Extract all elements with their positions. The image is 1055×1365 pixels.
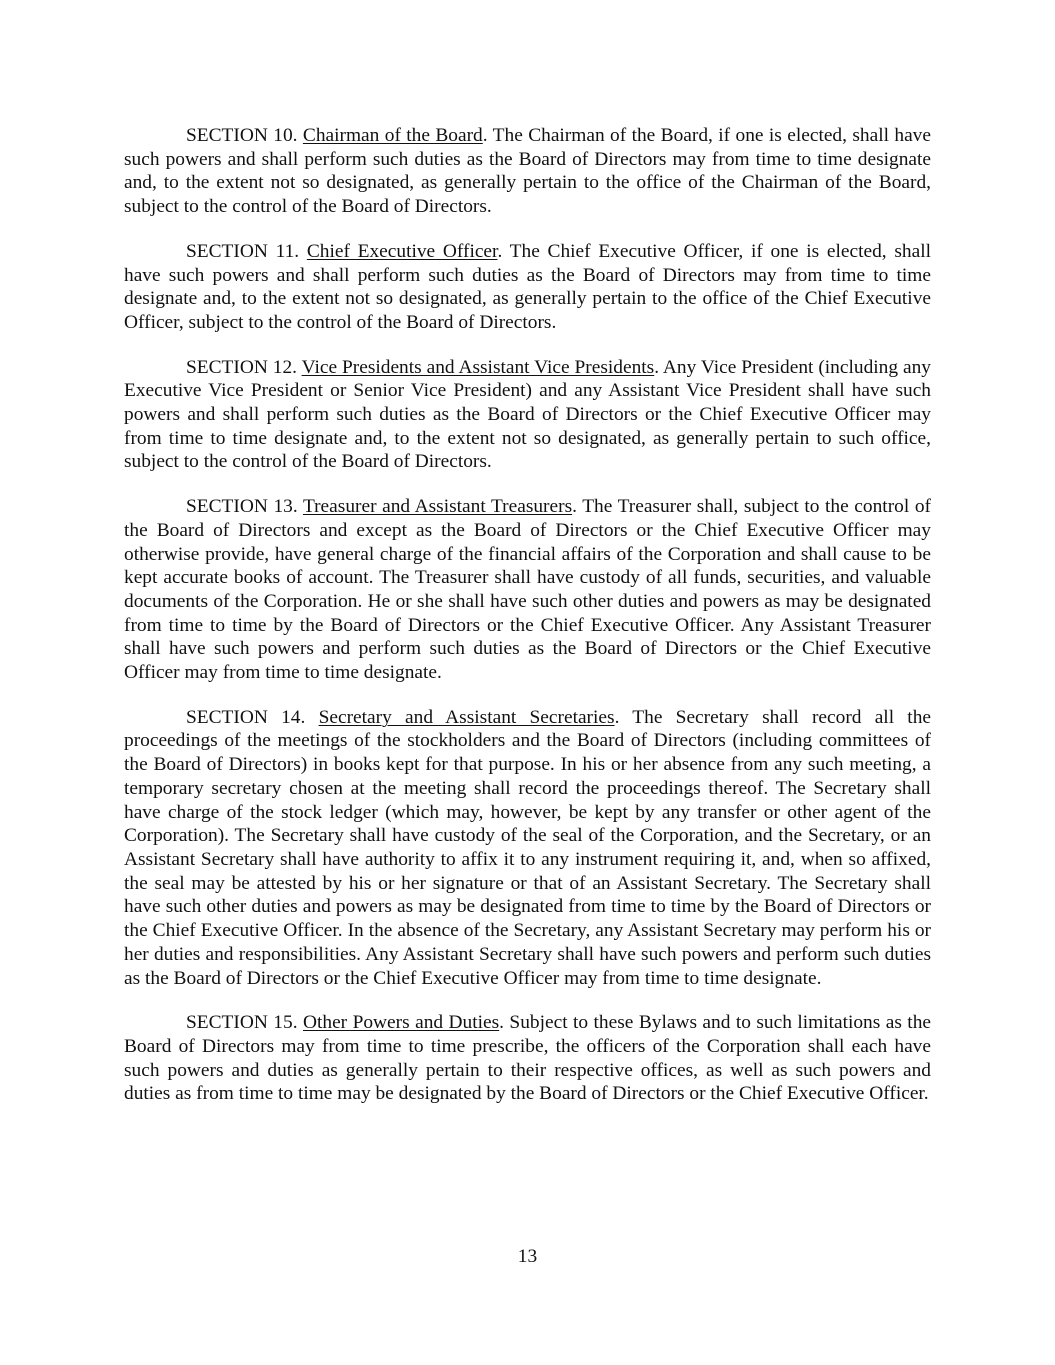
section-14 (124, 706, 931, 990)
section-label: SECTION 13. (186, 496, 303, 518)
section-body: . The Chief Executive Officer, if one is elected, shall have such powers and shall perform such duties as the Board of Directors may from time to time designate and, to the extent not so designated, as generally pertain to the office of the Chief Executive Officer, subject to the control of the Board of Directors. (124, 240, 931, 333)
section-13 (124, 495, 931, 685)
section-11 (124, 240, 931, 335)
section-label: SECTION 15. (186, 1012, 303, 1034)
document-page (124, 124, 931, 1127)
section-title: Chief Executive Officer (306, 240, 498, 262)
section-title: Chairman of the Board (302, 125, 483, 146)
section-10 (124, 124, 931, 219)
section-body: . The Chairman of the Board, if one is elected, shall have such powers and shall perform such duties as the Board of Directors may from time to time designate and, to the extent not so designated, as generally pertain to the office of the Chairman of the Board, subject to the control of the Board of Directors. (124, 125, 931, 218)
section-label: SECTION 10. (186, 125, 303, 146)
section-body: . Any Vice President (including any Executive Vice President or Senior Vice President) and any Assistant Vice President shall have such powers and shall perform such duties as the Board of Directors or the Chief Executive Officer may from time to time designate and, to the extent not so designated, as generally pertain to such office, subject to the control of the Board of Directors. (124, 356, 931, 473)
section-title: Vice Presidents and Assistant Vice Presidents (301, 356, 655, 378)
section-title: Other Powers and Duties (302, 1012, 500, 1034)
section-15 (124, 1011, 931, 1106)
section-12 (124, 356, 931, 475)
section-body: . The Secretary shall record all the proceedings of the meetings of the stockholders and the Board of Directors (including committees of the Board of Directors) in books kept for that purpose. In his or her absence from any such meeting, a temporary secretary chosen at the meeting shall record the proceedings thereof. The Secretary shall have charge of the stock ledger (which may, however, be kept by any transfer or other agent of the Corporation). The Secretary shall have custody of the seal of the Corporation, and the Secretary, or an Assistant Secretary shall have authority to affix it to any instrument requiring it, and, when so affixed, the seal may be attested by his or her signature or that of an Assistant Secretary. The Secretary shall have such other duties and powers as may be designated from time to time by the Board of Directors or the Chief Executive Officer. In the absence of the Secretary, any Assistant Secretary may perform his or her duties and responsibilities. Any Assistant Secretary shall have such powers and perform such duties as the Board of Directors or the Chief Executive Officer may from time to time designate. (124, 706, 931, 989)
section-title: Secretary and Assistant Secretaries (318, 706, 615, 728)
section-label: SECTION 11. (186, 240, 307, 262)
section-label: SECTION 12. (186, 356, 302, 378)
section-body: . The Treasurer shall, subject to the control of the Board of Directors and except as the Board of Directors or the Chief Executive Officer may otherwise provide, have general charge of the financial affairs of the Corporation and shall cause to be kept accurate books of account. The Treasurer shall have custody of all funds, securities, and valuable documents of the Corporation. He or she shall have such other duties and powers as may be designated from time to time by the Board of Directors or the Chief Executive Officer. Any Assistant Treasurer shall have such powers and perform such duties as the Board of Directors or the Chief Executive Officer may from time to time designate. (124, 496, 931, 684)
section-label: SECTION 14. (186, 706, 319, 728)
page-number: 13 (517, 1246, 538, 1267)
section-body: . Subject to these Bylaws and to such limitations as the Board of Directors may from time to time prescribe, the officers of the Corporation shall each have such powers and duties as generally pertain to their respective offices, as well as such powers and duties as from time to time may be designated by the Board of Directors or the Chief Executive Officer. (124, 1012, 931, 1105)
section-title: Treasurer and Assistant Treasurers (302, 496, 573, 518)
